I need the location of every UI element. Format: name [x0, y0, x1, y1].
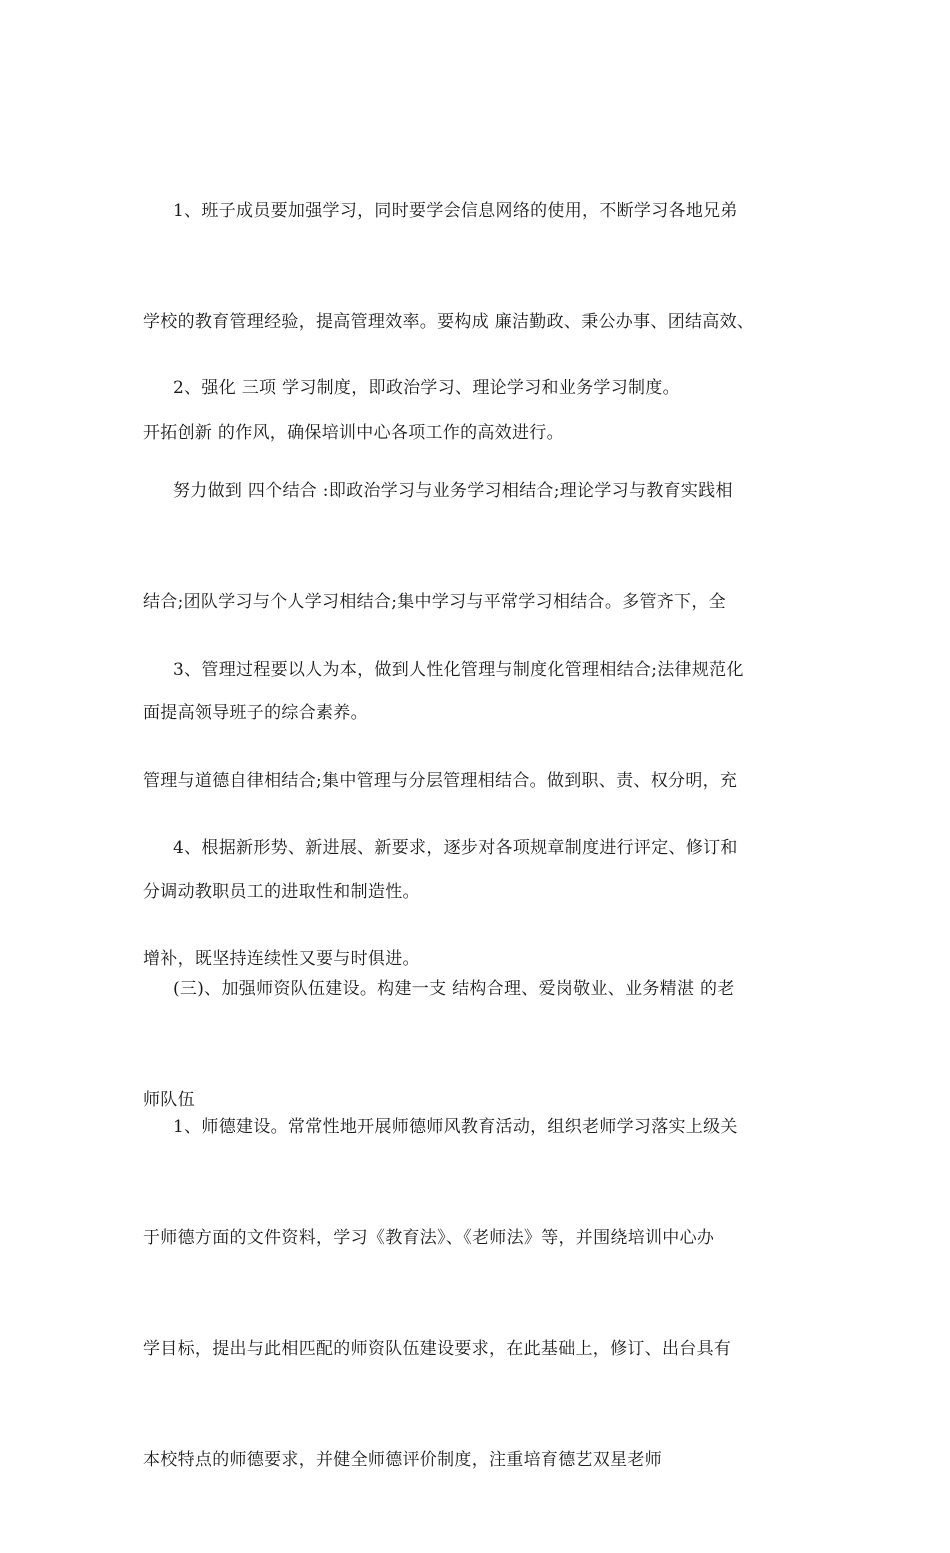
- paragraph-line: 2、强化 三项 学习制度，即政治学习、理论学习和业务学习制度。: [173, 378, 680, 398]
- paragraph-line: 本校特点的师德要求，并健全师德评价制度，注重培育德艺双星老师: [143, 1450, 662, 1470]
- paragraph-line: 开拓创新 的作风，确保培训中心各项工作的高效进行。: [143, 423, 564, 443]
- paragraph-7: [143, 1035, 808, 1553]
- paragraph-line: 1、班子成员要加强学习，同时要学会信息网络的使用，不断学习各地兄弟: [173, 201, 738, 221]
- paragraph-line: 分调动教职员工的进取性和制造性。: [143, 882, 420, 902]
- paragraph-line: 4、根据新形势、新进展、新要求，逐步对各项规章制度进行评定、修订和: [173, 838, 738, 858]
- paragraph-line: 1、师德建设。常常性地开展师德师风教育活动，组织老师学习落实上级关: [173, 1117, 738, 1137]
- paragraph-line: 管理与道德自律相结合;集中管理与分层管理相结合。做到职、责、权分明，充: [143, 771, 738, 791]
- paragraph-line: 学目标，提出与此相匹配的师资队伍建设要求，在此基础上，修订、出台具有: [143, 1339, 732, 1359]
- paragraph-line: 师队伍: [143, 1090, 195, 1110]
- paragraph-line: 于师德方面的文件资料，学习《教育法》、《老师法》等，并围绕培训中心办: [143, 1228, 715, 1248]
- paragraph-line: 增补，既坚持连续性又要与时俱进。: [143, 949, 420, 969]
- paragraph-line: 面提高领导班子的综合素养。: [143, 703, 368, 723]
- paragraph-line: (三)、加强师资队伍建设。构建一支 结构合理、爱岗敬业、业务精湛 的老: [173, 979, 735, 999]
- paragraph-line: 3、管理过程要以人为本，做到人性化管理与制度化管理相结合;法律规范化: [173, 660, 744, 680]
- paragraph-line: 结合;团队学习与个人学习相结合;集中学习与平常学习相结合。多管齐下，全: [143, 592, 726, 612]
- paragraph-line: 学校的教育管理经验，提高管理效率。要构成 廉洁勤政、秉公办事、团结高效、: [143, 312, 755, 332]
- paragraph-line: 努力做到 四个结合 :即政治学习与业务学习相结合;理论学习与教育实践相: [173, 481, 733, 501]
